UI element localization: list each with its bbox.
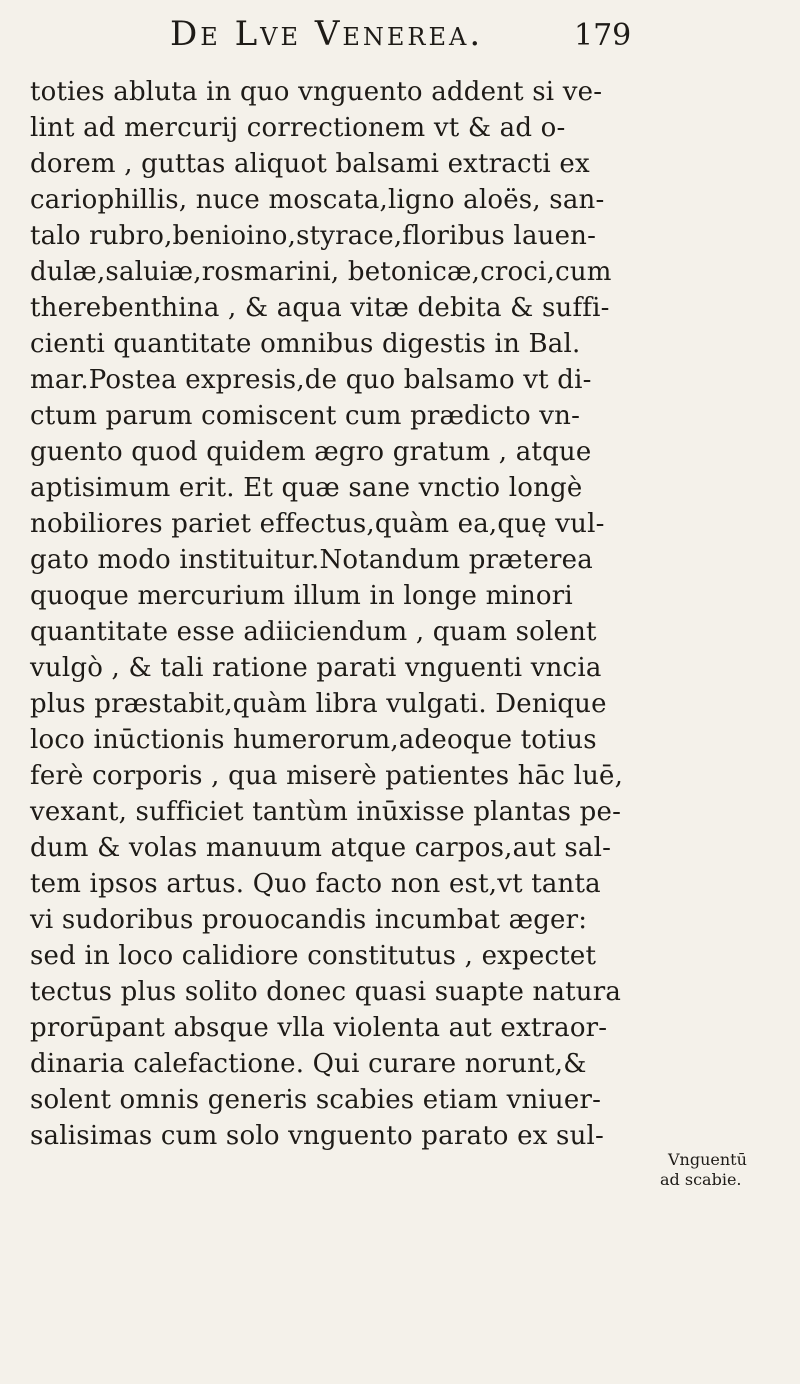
text-line: vi sudoribus prouocandis incumbat æger: [30,905,588,935]
text-line: toties abluta in quo vnguento addent si ve- [30,77,603,107]
text-line: sed in loco calidiore constitutus , expectet [30,941,597,971]
text-line: lint ad mercurij correctionem vt & ad o- [30,113,566,143]
text-line: mar.Postea expresis,de quo balsamo vt di- [30,365,592,395]
text-line: nobiliores pariet effectus,quàm ea,quę vul- [30,509,605,539]
text-line: guento quod quidem ægro gratum , atque [30,437,592,467]
text-line: dulæ,saluiæ,rosmarini, betonicæ,croci,cum [30,257,612,287]
text-line: tem ipsos artus. Quo facto non est,vt tanta [30,869,601,899]
running-head [0,14,800,62]
text-line: quantitate esse adiiciendum , quam solent [30,617,597,647]
text-line: vulgò , & tali ratione parati vnguenti vncia [30,653,602,683]
text-line: aptisimum erit. Et quæ sane vnctio longè [30,473,583,503]
text-line: tectus plus solito donec quasi suapte natura [30,977,622,1007]
text-line: salisimas cum solo vnguento parato ex sul- [30,1121,605,1151]
text-line: ctum parum comiscent cum prædicto vn- [30,401,581,431]
running-title: De Lve Venerea. [170,14,484,54]
text-line: solent omnis generis scabies etiam vniuer- [30,1085,602,1115]
text-line: dinaria calefactione. Qui curare norunt,& [30,1049,587,1079]
text-line: talo rubro,benioino,styrace,floribus lauen- [30,221,597,251]
text-line: ferè corporis , qua miserè patientes hāc luē, [30,761,624,791]
text-line: plus præstabit,quàm libra vulgati. Denique [30,689,607,719]
text-line: vexant, sufficiet tantùm inūxisse plantas pe- [30,797,622,827]
text-line: therebenthina , & aqua vitæ debita & suffi- [30,293,610,323]
page-number: 179 [574,18,632,53]
text-line: prorūpant absque vlla violenta aut extraor- [30,1013,608,1043]
text-line: dorem , guttas aliquot balsami extracti ex [30,149,590,179]
margin-note-line: Vnguentū [668,1150,747,1169]
body-text [30,74,630,1154]
margin-note-line: ad scabie. [660,1170,742,1189]
text-line: loco inūctionis humerorum,adeoque totius [30,725,597,755]
text-line: quoque mercurium illum in longe minori [30,581,573,611]
text-line: gato modo instituitur.Notandum præterea [30,545,593,575]
text-line: cienti quantitate omnibus digestis in Bal. [30,329,581,359]
text-line: cariophillis, nuce moscata,ligno aloës, san- [30,185,605,215]
margin-note [660,1150,800,1190]
text-line: dum & volas manuum atque carpos,aut sal- [30,833,612,863]
